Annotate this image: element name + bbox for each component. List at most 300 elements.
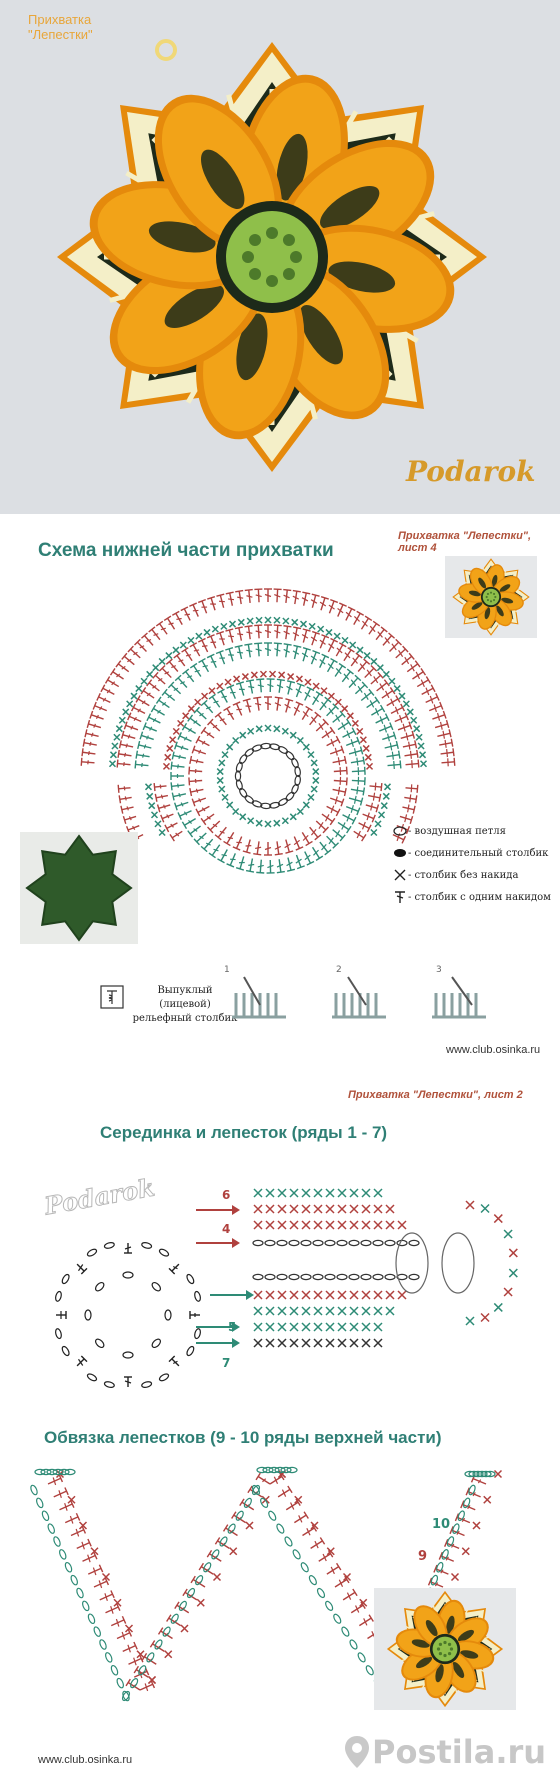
relief-caption-line: Выпуклый bbox=[157, 985, 213, 996]
single-crochet-mark bbox=[283, 618, 289, 624]
stitch-bar bbox=[390, 743, 391, 751]
single-crochet-mark bbox=[367, 763, 373, 769]
chain-mark bbox=[55, 1328, 63, 1339]
single-crochet-mark bbox=[303, 744, 309, 750]
stitch-top bbox=[189, 767, 190, 775]
single-crochet-mark bbox=[151, 812, 157, 818]
stitch-top bbox=[134, 1666, 138, 1673]
stitch-top bbox=[240, 1499, 244, 1506]
single-crochet-mark bbox=[266, 1291, 274, 1299]
stitch-bar bbox=[92, 733, 93, 737]
single-crochet-mark bbox=[278, 1221, 286, 1229]
single-crochet-mark bbox=[270, 671, 276, 677]
center-hole bbox=[443, 1654, 446, 1657]
stitch-bar bbox=[214, 701, 219, 702]
single-crochet-mark bbox=[338, 1307, 346, 1315]
stitch-top bbox=[253, 854, 261, 855]
stitch-top bbox=[248, 1486, 252, 1493]
single-crochet-mark bbox=[335, 699, 341, 705]
potholder-illustration bbox=[0, 0, 560, 514]
single-crochet-mark bbox=[326, 1291, 334, 1299]
stitch-top bbox=[337, 1563, 341, 1570]
chain-mark bbox=[61, 1273, 71, 1284]
center-hole bbox=[494, 596, 496, 598]
stitch-bar bbox=[411, 751, 412, 759]
single-crochet-mark bbox=[398, 1221, 406, 1229]
single-crochet-mark bbox=[338, 1323, 346, 1331]
single-crochet-mark bbox=[411, 717, 417, 723]
single-crochet-mark bbox=[112, 743, 118, 749]
single-crochet-mark bbox=[278, 1189, 286, 1197]
single-crochet-mark bbox=[386, 1291, 394, 1299]
single-crochet-mark bbox=[334, 633, 340, 639]
single-crochet-mark bbox=[494, 1303, 502, 1311]
single-crochet-mark bbox=[311, 786, 317, 792]
stitch-top bbox=[451, 739, 452, 747]
stitch-top bbox=[320, 1538, 324, 1545]
single-crochet-mark bbox=[290, 1205, 298, 1213]
row-number-9: 9 bbox=[418, 1549, 428, 1564]
chain-mark bbox=[253, 1274, 263, 1279]
single-crochet-mark bbox=[509, 1269, 517, 1277]
single-crochet-mark bbox=[242, 674, 248, 680]
stitch-bar bbox=[203, 666, 208, 667]
stitch-top bbox=[199, 1563, 203, 1570]
single-crochet-mark bbox=[362, 1291, 370, 1299]
single-crochet-mark bbox=[256, 726, 262, 732]
stitch-top bbox=[363, 787, 364, 795]
single-crochet-mark bbox=[311, 760, 317, 766]
chain-mark bbox=[265, 1240, 275, 1245]
chain-mark bbox=[284, 1536, 294, 1547]
chain-mark bbox=[325, 1274, 335, 1279]
chain-mark bbox=[277, 1274, 287, 1279]
stitch-top bbox=[191, 1576, 195, 1583]
chain-mark bbox=[291, 783, 300, 794]
stitch-top bbox=[246, 680, 254, 681]
center-and-petal-diagram bbox=[0, 1165, 560, 1395]
single-crochet-mark bbox=[509, 1249, 517, 1257]
stitch-top bbox=[284, 644, 292, 645]
sheet2-ref: Прихватка "Лепестки", лист 2 bbox=[348, 1089, 523, 1101]
stitch-top bbox=[426, 676, 430, 683]
stitch-top bbox=[254, 625, 262, 626]
single-crochet-mark bbox=[265, 821, 271, 827]
single-crochet-mark bbox=[374, 1221, 382, 1229]
stitch-top bbox=[159, 1628, 163, 1635]
single-crochet-mark bbox=[386, 1221, 394, 1229]
stitch-top bbox=[363, 757, 364, 765]
stitch-top bbox=[116, 661, 121, 667]
single-crochet-mark bbox=[297, 738, 303, 744]
chain-mark bbox=[324, 1600, 334, 1611]
stitch-top bbox=[347, 719, 351, 726]
stitch-top bbox=[171, 782, 172, 790]
chain-mark bbox=[276, 1523, 286, 1534]
chain-mark bbox=[285, 791, 296, 802]
stitch-bar bbox=[220, 719, 225, 721]
chain-mark bbox=[337, 1274, 347, 1279]
stitch-bar bbox=[144, 745, 145, 749]
single-crochet-mark bbox=[136, 686, 142, 692]
stitch-top bbox=[156, 697, 161, 704]
single-crochet-mark bbox=[308, 794, 314, 800]
stitch-bar bbox=[181, 746, 183, 750]
chain-mark bbox=[313, 1240, 323, 1245]
stitch-top bbox=[235, 591, 243, 592]
chain-mark bbox=[243, 1497, 253, 1508]
tip-outline bbox=[442, 1233, 474, 1293]
center-hole bbox=[448, 1652, 451, 1655]
stitch-top bbox=[379, 794, 381, 802]
step-number: 1 bbox=[224, 965, 230, 975]
center-hole bbox=[290, 251, 302, 263]
stitch-top bbox=[288, 1486, 292, 1493]
tip-outline bbox=[396, 1233, 428, 1293]
legend-text: - столбик без накида bbox=[408, 869, 519, 881]
chain-mark bbox=[373, 1240, 383, 1245]
single-crochet-mark bbox=[256, 617, 262, 623]
single-crochet-mark bbox=[214, 1574, 221, 1581]
stitch-top bbox=[224, 841, 231, 845]
single-crochet-mark bbox=[365, 754, 371, 760]
stitch-top bbox=[345, 788, 347, 796]
single-crochet-mark bbox=[195, 699, 201, 705]
photo-caption bbox=[28, 12, 93, 42]
photo-watermark: Podarok bbox=[406, 455, 536, 488]
chain-mark bbox=[277, 745, 288, 755]
stitch-bar bbox=[187, 676, 192, 678]
single-crochet-mark bbox=[481, 1204, 489, 1212]
chain-mark bbox=[385, 1274, 395, 1279]
stitch-top bbox=[256, 679, 264, 680]
legend-text: - соединительный столбик bbox=[408, 847, 549, 859]
single-crochet-mark bbox=[326, 1221, 334, 1229]
chain-mark bbox=[47, 1523, 56, 1534]
stitch-bar bbox=[305, 855, 310, 860]
chain-mark bbox=[227, 1523, 237, 1534]
chain-mark bbox=[337, 1240, 347, 1245]
slip-stitch-icon bbox=[392, 847, 408, 859]
single-crochet-mark bbox=[248, 728, 254, 734]
single-crochet-mark bbox=[350, 1205, 358, 1213]
stitch-top bbox=[85, 729, 87, 737]
stitch-bar bbox=[305, 692, 310, 697]
stitch-top bbox=[454, 758, 455, 766]
chain-mark bbox=[341, 1626, 351, 1637]
chain-mark bbox=[104, 1652, 113, 1663]
single-crochet-mark bbox=[297, 808, 303, 814]
single-crochet-mark bbox=[383, 671, 389, 677]
single-crochet-mark bbox=[254, 1221, 262, 1229]
chain-mark bbox=[186, 1345, 196, 1356]
chain-mark bbox=[238, 787, 248, 798]
chain-mark bbox=[265, 1274, 275, 1279]
single-crochet-mark bbox=[314, 1221, 322, 1229]
stitch-bar bbox=[406, 733, 408, 741]
stitch-bar bbox=[178, 784, 179, 788]
stitch-top bbox=[120, 740, 122, 748]
stitch-top bbox=[171, 762, 172, 770]
stitch-top bbox=[274, 625, 282, 626]
arrow-head bbox=[232, 1338, 240, 1348]
stitch-top bbox=[175, 1602, 179, 1609]
legend-text: - столбик с одним накидом bbox=[408, 891, 551, 903]
stitch-bar bbox=[125, 753, 126, 757]
stitch-top bbox=[135, 760, 136, 768]
single-crochet-mark bbox=[504, 1230, 512, 1238]
stitch-bar bbox=[179, 793, 180, 797]
single-crochet-mark bbox=[321, 688, 327, 694]
single-crochet-mark bbox=[290, 732, 296, 738]
stitch-top bbox=[138, 741, 140, 749]
chain-mark bbox=[289, 1274, 299, 1279]
chain-mark bbox=[301, 1274, 311, 1279]
single-crochet-mark bbox=[123, 709, 129, 715]
single-crochet-mark bbox=[167, 745, 173, 751]
chain-mark bbox=[137, 1665, 147, 1676]
stitch-top bbox=[453, 748, 454, 756]
row-number-5: 5 bbox=[228, 1320, 237, 1334]
single-crochet-mark bbox=[379, 812, 385, 818]
sheet4-title: Схема нижней части прихватки bbox=[38, 540, 334, 561]
stitch-top bbox=[182, 822, 186, 829]
thumbnail-photo-top bbox=[445, 556, 537, 638]
chain-mark bbox=[267, 1510, 277, 1521]
chain-mark bbox=[287, 1467, 297, 1472]
single-crochet-mark bbox=[342, 706, 348, 712]
center-hole bbox=[448, 1643, 451, 1646]
single-crochet-mark bbox=[254, 1189, 262, 1197]
single-crochet-mark bbox=[254, 1205, 262, 1213]
single-crochet-mark bbox=[183, 713, 189, 719]
stitch-top bbox=[164, 616, 171, 620]
single-crochet-mark bbox=[338, 1205, 346, 1213]
sheet2-watermark: Podarok bbox=[42, 1172, 157, 1221]
chain-mark bbox=[301, 1240, 311, 1245]
single-crochet-mark bbox=[227, 744, 233, 750]
single-crochet-mark bbox=[362, 1323, 370, 1331]
chain-mark bbox=[30, 1484, 39, 1495]
stitch-top bbox=[413, 806, 415, 814]
single-crochet-mark bbox=[374, 1291, 382, 1299]
stitch-top bbox=[215, 1538, 219, 1545]
stitch-top bbox=[348, 648, 355, 652]
center-hole bbox=[249, 234, 261, 246]
single-crochet-mark bbox=[416, 734, 422, 740]
stitch-bar bbox=[90, 742, 91, 746]
stitch-bar bbox=[237, 652, 243, 653]
legend-row bbox=[392, 886, 552, 908]
stitch-top bbox=[154, 783, 155, 791]
single-crochet-mark bbox=[303, 802, 309, 808]
stitch-bar bbox=[179, 755, 180, 759]
chain-mark bbox=[186, 1273, 196, 1284]
single-crochet-mark bbox=[292, 619, 298, 625]
stitch-top bbox=[82, 748, 83, 756]
single-crochet-mark bbox=[290, 1307, 298, 1315]
single-crochet-mark bbox=[256, 820, 262, 826]
single-crochet-mark bbox=[116, 726, 122, 732]
single-crochet-mark bbox=[254, 1339, 262, 1347]
chain-mark bbox=[86, 1248, 97, 1258]
chain-mark bbox=[146, 1652, 156, 1663]
single-crochet-mark bbox=[147, 793, 153, 799]
center-hole bbox=[486, 596, 488, 598]
stitch-bar bbox=[255, 704, 261, 705]
single-crochet-mark bbox=[266, 1323, 274, 1331]
chain-mark bbox=[110, 1665, 119, 1676]
photo-caption-line1: Прихватка bbox=[28, 12, 92, 27]
stitch-bar bbox=[357, 758, 358, 766]
stitch-bar bbox=[178, 660, 183, 662]
chain-mark bbox=[277, 1240, 287, 1245]
single-crochet-mark bbox=[290, 814, 296, 820]
stitch-bar bbox=[161, 795, 162, 799]
single-crochet-mark bbox=[362, 1221, 370, 1229]
single-crochet-mark bbox=[197, 1599, 204, 1606]
stitch-top bbox=[316, 856, 323, 860]
stitch-top bbox=[381, 705, 385, 712]
single-crochet-mark bbox=[473, 1522, 480, 1529]
ring-chain-mark bbox=[94, 1281, 105, 1292]
stitch-top bbox=[373, 621, 380, 626]
single-crochet-mark bbox=[398, 1291, 406, 1299]
single-crochet-mark bbox=[313, 777, 319, 783]
chain-mark bbox=[70, 1574, 79, 1585]
single-crochet-mark bbox=[326, 1339, 334, 1347]
single-crochet-mark bbox=[254, 1307, 262, 1315]
single-crochet-mark bbox=[314, 1307, 322, 1315]
stitch-bar bbox=[129, 816, 131, 820]
stitch-top bbox=[209, 694, 216, 699]
single-crochet-mark bbox=[350, 1307, 358, 1315]
stitch-bar bbox=[445, 740, 446, 748]
stitch-bar bbox=[337, 648, 342, 653]
single-crochet-mark bbox=[403, 701, 409, 707]
ring-chain-mark bbox=[85, 1310, 91, 1320]
single-crochet-mark bbox=[274, 726, 280, 732]
single-crochet-mark bbox=[165, 754, 171, 760]
stitch-top bbox=[287, 869, 295, 871]
stitch-top bbox=[81, 758, 82, 766]
stitch-top bbox=[449, 729, 451, 737]
stitch-bar bbox=[220, 831, 225, 833]
single-crochet-mark bbox=[265, 725, 271, 731]
single-crochet-mark bbox=[181, 1625, 188, 1632]
stitch-bar bbox=[409, 742, 410, 750]
chain-mark bbox=[55, 1291, 63, 1302]
chain-mark bbox=[285, 750, 296, 761]
chain-mark bbox=[361, 1274, 371, 1279]
single-crochet-mark bbox=[363, 745, 369, 751]
chain-mark bbox=[385, 1240, 395, 1245]
stitch-top bbox=[183, 1589, 187, 1596]
single-crochet-mark bbox=[375, 821, 381, 827]
single-crochet-mark bbox=[212, 626, 218, 632]
stitch-bar bbox=[255, 847, 261, 848]
ring-chain-mark bbox=[151, 1338, 162, 1349]
single-crochet-mark bbox=[314, 1339, 322, 1347]
single-crochet-mark bbox=[326, 1189, 334, 1197]
stitch-bar bbox=[408, 804, 409, 812]
chain-mark bbox=[292, 1549, 302, 1560]
single-crochet-mark bbox=[119, 717, 125, 723]
single-crochet-mark bbox=[421, 761, 427, 767]
chain-mark bbox=[76, 1587, 85, 1598]
relief-caption-line: (лицевой) bbox=[159, 999, 211, 1010]
center-hole bbox=[490, 600, 492, 602]
stitch-top bbox=[111, 668, 115, 675]
stitch-top bbox=[224, 706, 231, 710]
single-crochet-mark bbox=[145, 784, 151, 790]
single-crochet-mark bbox=[278, 1339, 286, 1347]
single-crochet-mark bbox=[166, 653, 172, 659]
stitch-bar bbox=[373, 793, 374, 801]
stitch-top bbox=[330, 727, 335, 734]
stitch-top bbox=[119, 795, 120, 803]
single-crochet-mark bbox=[248, 818, 254, 824]
single-crochet-mark bbox=[290, 1189, 298, 1197]
stitch-top bbox=[277, 872, 285, 873]
potholder-photo bbox=[0, 0, 560, 514]
single-crochet-mark bbox=[149, 803, 155, 809]
postila-logo bbox=[342, 1733, 546, 1771]
stitch-bar bbox=[246, 632, 252, 633]
single-crochet-mark bbox=[247, 618, 253, 624]
single-crochet-mark bbox=[254, 1323, 262, 1331]
stitch-top bbox=[172, 793, 174, 801]
single-crochet-mark bbox=[386, 1205, 394, 1213]
chain-mark bbox=[202, 1562, 212, 1573]
ring-chain-mark bbox=[123, 1272, 133, 1278]
arrow-head bbox=[232, 1205, 240, 1215]
single-crochet-mark bbox=[389, 678, 395, 684]
stitch-top bbox=[293, 627, 301, 629]
center-hole bbox=[439, 1652, 442, 1655]
relief-stitch-steps bbox=[230, 975, 530, 1025]
stitch-bar bbox=[186, 655, 191, 656]
single-crochet-mark bbox=[374, 1205, 382, 1213]
chain-mark bbox=[194, 1575, 204, 1586]
row-number-4: 4 bbox=[222, 1222, 231, 1236]
stitch-top bbox=[381, 783, 382, 791]
chain-mark bbox=[53, 1536, 62, 1547]
stitch-bar bbox=[126, 744, 127, 748]
arrow-head bbox=[232, 1238, 240, 1248]
stitch-top bbox=[136, 751, 137, 759]
stitch-bar bbox=[222, 855, 227, 856]
chain-mark bbox=[61, 1345, 71, 1356]
stitch-top bbox=[416, 795, 417, 803]
stitch-top bbox=[254, 643, 262, 644]
single-crochet-mark bbox=[357, 728, 363, 734]
stitch-bar bbox=[164, 805, 166, 809]
stitch-top bbox=[170, 834, 174, 841]
single-crochet-mark bbox=[217, 769, 223, 775]
center-hole bbox=[266, 275, 278, 287]
single-crochet-mark bbox=[371, 829, 377, 835]
stitch-bar bbox=[237, 597, 243, 598]
relief-caption-line: рельефный столбик bbox=[132, 1013, 238, 1024]
stitch-top bbox=[293, 645, 301, 647]
stitch-bar bbox=[411, 664, 415, 671]
chain-mark bbox=[409, 1240, 419, 1245]
stitch-top bbox=[245, 590, 253, 591]
single-crochet-mark bbox=[326, 629, 332, 635]
stitch-bar bbox=[222, 696, 227, 697]
stitch-bar bbox=[89, 751, 90, 755]
